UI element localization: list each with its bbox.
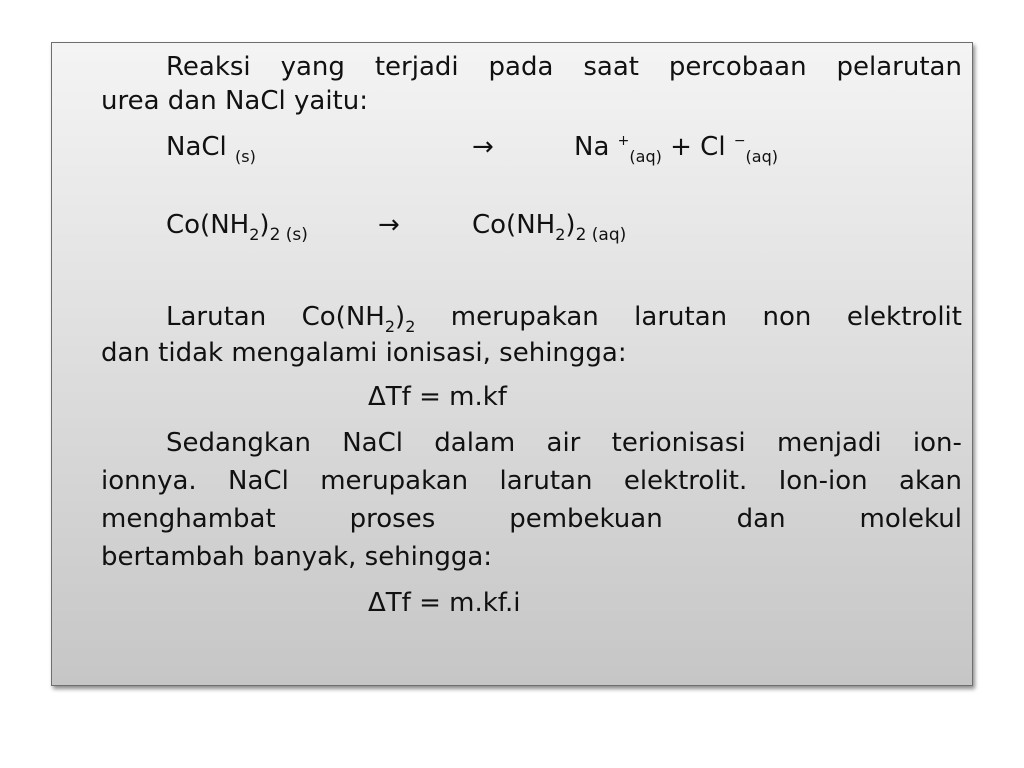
intro-line-2: urea dan NaCl yaitu: bbox=[101, 86, 368, 116]
eq1-products: Na +$_{(aq)}$ + Cl −$_{(aq)}$ bbox=[574, 132, 778, 166]
para2-line-1 bbox=[166, 301, 962, 336]
word: pembekuan bbox=[509, 504, 663, 534]
word: NaCl bbox=[342, 428, 403, 458]
word: Sedangkan bbox=[166, 428, 311, 458]
word: dan bbox=[736, 504, 786, 534]
word: Larutan bbox=[166, 302, 267, 332]
intro-line-1 bbox=[166, 51, 962, 83]
word: akan bbox=[899, 466, 962, 496]
para3-line-3 bbox=[101, 503, 962, 535]
word: merupakan bbox=[450, 302, 599, 332]
word: ion- bbox=[912, 428, 962, 458]
eq2-product: $Co(NH_2)_{2 (aq)}$ bbox=[472, 210, 627, 245]
word: elektrolit. bbox=[623, 466, 748, 496]
word: air bbox=[546, 428, 581, 458]
word: elektrolit bbox=[846, 302, 962, 332]
word: proses bbox=[349, 504, 436, 534]
content-textbox bbox=[51, 42, 973, 686]
reaction-arrow-icon: → bbox=[378, 210, 400, 240]
word: Reaksi bbox=[166, 52, 251, 82]
equation-nacl bbox=[166, 131, 926, 171]
word: molekul bbox=[859, 504, 962, 534]
word: NaCl bbox=[228, 466, 289, 496]
formula-freezing-point-electrolyte: ΔTf = m.kf.i bbox=[368, 588, 521, 618]
word: larutan bbox=[499, 466, 593, 496]
word: pada bbox=[488, 52, 554, 82]
para3-line-4: bertambah banyak, sehingga: bbox=[101, 542, 493, 572]
word: terionisasi bbox=[611, 428, 746, 458]
formula-freezing-point-nonelectrolyte: ΔTf = m.kf bbox=[368, 382, 507, 412]
para3-line-1 bbox=[166, 427, 962, 459]
para2-line-2: dan tidak mengalami ionisasi, sehingga: bbox=[101, 338, 627, 368]
word: larutan bbox=[634, 302, 728, 332]
eq2-reactant: $Co(NH_2)_{2 (s)}$ bbox=[166, 210, 308, 245]
word: yang bbox=[280, 52, 345, 82]
reaction-arrow-icon: → bbox=[472, 132, 494, 162]
word: terjadi bbox=[374, 52, 459, 82]
equation-urea bbox=[166, 209, 926, 249]
word: non bbox=[762, 302, 812, 332]
word: dalam bbox=[434, 428, 516, 458]
word: pelarutan bbox=[836, 52, 962, 82]
eq1-reactant: NaCl $_{(s)}$ bbox=[166, 132, 256, 166]
word: menjadi bbox=[776, 428, 882, 458]
word: percobaan bbox=[668, 52, 807, 82]
urea-formula: $Co(NH_2)_2$ bbox=[301, 302, 416, 336]
word: ionnya. bbox=[101, 466, 197, 496]
para3-line-2 bbox=[101, 465, 962, 497]
word: Ion-ion bbox=[778, 466, 868, 496]
word: saat bbox=[583, 52, 639, 82]
word: menghambat bbox=[101, 504, 276, 534]
word: merupakan bbox=[320, 466, 469, 496]
